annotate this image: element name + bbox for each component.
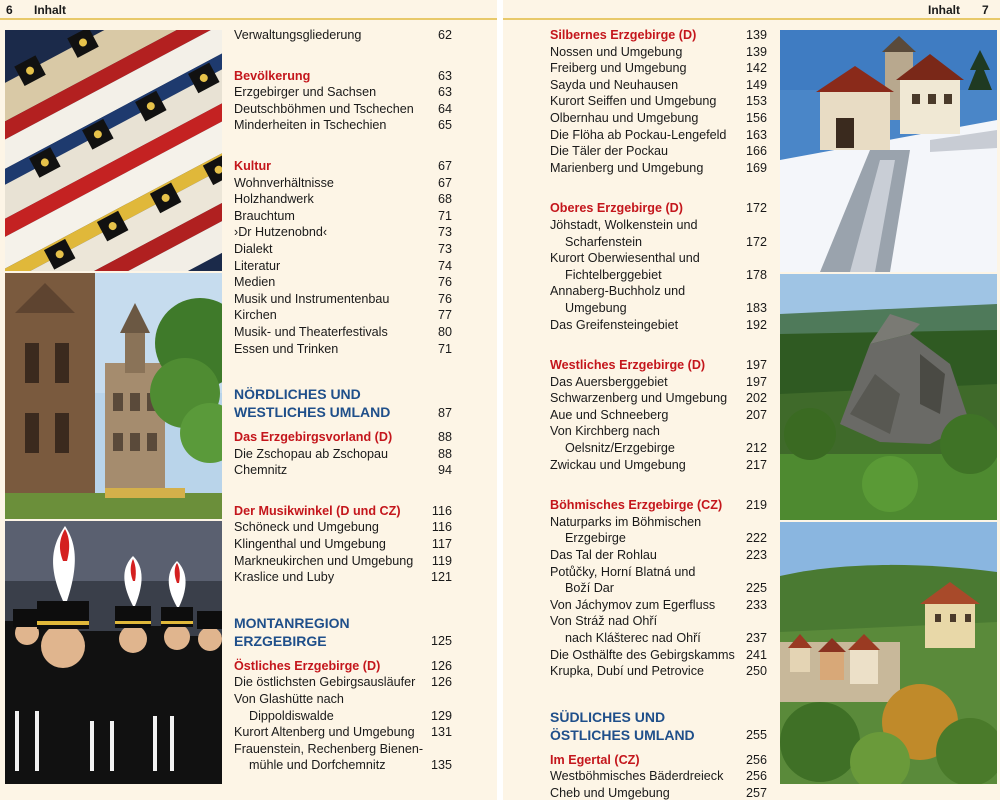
toc-entry[interactable]: Kurort Seiffen und Umgebung 153 (550, 94, 767, 109)
toc-entry[interactable]: Erzgebirge 222 (565, 531, 767, 546)
right-page (503, 0, 1000, 800)
toc-entry[interactable]: Das Auersberggebiet 197 (550, 374, 767, 389)
toc-entry[interactable]: Deutschböhmen und Tschechen 64 (234, 101, 452, 116)
toc-entry[interactable]: Olbernhau und Umgebung 156 (550, 110, 767, 125)
left-page (0, 0, 497, 800)
toc-entry[interactable]: Markneukirchen und Umgebung 119 (234, 553, 452, 568)
toc-entry[interactable]: Musik- und Theaterfestivals 80 (234, 324, 452, 339)
toc-entry[interactable]: Minderheiten in Tschechien 65 (234, 118, 452, 133)
toc-section-heading[interactable]: Das Erzgebirgsvorland (D) 88 (234, 430, 452, 445)
toc-entry[interactable]: Von Jáchymov zum Egerfluss 233 (550, 597, 767, 612)
running-title: Inhalt (34, 3, 66, 17)
toc-entry[interactable]: Das Tal der Rohlau 223 (550, 548, 767, 563)
toc-entry[interactable]: Boží Dar 225 (565, 581, 767, 596)
toc-left-column (234, 27, 452, 774)
toc-entry[interactable]: Die Zschopau ab Zschopau 88 (234, 446, 452, 461)
toc-entry[interactable]: mühle und Dorfchemnitz 135 (249, 758, 452, 773)
miners-parade-photo (5, 521, 222, 784)
toc-entry[interactable]: Die östlichsten Gebirgsausläufer 126 (234, 675, 452, 690)
church-photo (5, 273, 222, 519)
toc-entry[interactable]: Erzgebirger und Sachsen 63 (234, 85, 452, 100)
toc-entry[interactable]: Essen und Trinken 71 (234, 341, 452, 356)
toc-entry[interactable]: Das Greifensteingebiet 192 (550, 317, 767, 332)
toc-entry[interactable]: Die Osthälfte des Gebirgskamms 241 (550, 647, 767, 662)
toc-entry[interactable]: Von Glashütte nach (234, 692, 344, 707)
toc-entry[interactable]: Die Flöha ab Pockau-Lengefeld 163 (550, 127, 767, 142)
toc-entry[interactable]: ›Dr Hutzenobnd‹ 73 (234, 225, 452, 240)
toc-region-heading[interactable]: SÜDLICHES UND ÖSTLICHES UMLAND 255 (550, 708, 767, 743)
winter-castle-photo (780, 30, 997, 272)
toc-entry[interactable]: Aue und Schneeberg 207 (550, 407, 767, 422)
left-header (0, 0, 497, 20)
toc-entry[interactable]: Schöneck und Umgebung 116 (234, 520, 452, 535)
toc-entry[interactable]: Scharfenstein 172 (565, 234, 767, 249)
toc-entry[interactable]: Zwickau und Umgebung 217 (550, 457, 767, 472)
toc-entry[interactable]: Sayda und Neuhausen 149 (550, 77, 767, 92)
toc-entry[interactable]: Annaberg-Buchholz und (550, 284, 686, 299)
town-valley-photo (780, 522, 997, 784)
page-number: 7 (982, 3, 989, 17)
toc-entry[interactable]: Die Täler der Pockau 166 (550, 144, 767, 159)
toc-entry[interactable]: Nossen und Umgebung 139 (550, 44, 767, 59)
toc-entry[interactable]: Holzhandwerk 68 (234, 192, 452, 207)
toc-section-heading[interactable]: Böhmisches Erzgebirge (CZ) 219 (550, 498, 767, 513)
toc-entry[interactable]: Marienberg und Umgebung 169 (550, 160, 767, 175)
toc-entry[interactable]: Kirchen 77 (234, 308, 452, 323)
toc-section-heading[interactable]: Im Egertal (CZ) 256 (550, 752, 767, 767)
toc-section-heading[interactable]: Westliches Erzgebirge (D) 197 (550, 358, 767, 373)
right-header (503, 0, 1000, 20)
forest-rocks-photo (780, 274, 997, 520)
toc-right-column (550, 27, 767, 800)
toc-entry[interactable]: Kurort Oberwiesenthal und (550, 251, 700, 266)
toc-entry[interactable]: Musik und Instrumentenbau 76 (234, 291, 452, 306)
toc-section-heading[interactable]: Der Musikwinkel (D und CZ) 116 (234, 503, 452, 518)
toc-entry[interactable]: Von Kirchberg nach (550, 424, 660, 439)
toc-entry[interactable]: Brauchtum 71 (234, 208, 452, 223)
toc-entry[interactable]: Kurort Altenberg und Umgebung 131 (234, 725, 452, 740)
toc-entry[interactable]: Kraslice und Luby 121 (234, 570, 452, 585)
toc-entry[interactable]: Jöhstadt, Wolkenstein und (550, 217, 698, 232)
toc-entry[interactable]: Dialekt 73 (234, 241, 452, 256)
toc-entry[interactable]: Verwaltungsgliederung 62 (234, 28, 452, 42)
toc-entry[interactable]: Klingenthal und Umgebung 117 (234, 537, 452, 552)
toc-entry[interactable]: Naturparks im Böhmischen (550, 514, 702, 529)
toc-entry[interactable]: Chemnitz 94 (234, 463, 452, 478)
running-title: Inhalt (928, 3, 960, 17)
page-number: 6 (6, 3, 13, 17)
toc-section-heading[interactable]: Kultur 67 (234, 158, 452, 173)
toc-entry[interactable]: Frauenstein, Rechenberg Bienen- (234, 741, 424, 756)
toc-section-heading[interactable]: Silbernes Erzgebirge (D) 139 (550, 28, 767, 42)
toc-entry[interactable]: Dippoldiswalde 129 (249, 708, 452, 723)
toc-entry[interactable]: Umgebung 183 (565, 300, 767, 315)
toc-entry[interactable]: Medien 76 (234, 275, 452, 290)
toc-entry[interactable]: Wohnverhältnisse 67 (234, 175, 452, 190)
toc-entry[interactable]: Westböhmisches Bäderdreieck 256 (550, 769, 767, 784)
toc-entry[interactable]: nach Klášterec nad Ohří 237 (565, 631, 767, 645)
toc-section-heading[interactable]: Östliches Erzgebirge (D) 126 (234, 658, 452, 673)
toc-entry[interactable]: Oelsnitz/Erzgebirge 212 (565, 441, 767, 456)
toc-entry[interactable]: Schwarzenberg und Umgebung 202 (550, 391, 767, 406)
toc-entry[interactable]: Cheb und Umgebung 257 (550, 785, 767, 800)
toc-region-heading[interactable]: MONTANREGION ERZGEBIRGE 125 (234, 614, 452, 649)
toc-entry[interactable]: Fichtelberggebiet 178 (565, 267, 767, 282)
toc-entry[interactable]: Potůčky, Horní Blatná und (550, 564, 696, 579)
toc-entry[interactable]: Von Stráž nad Ohří (550, 614, 658, 629)
toc-entry[interactable]: Literatur 74 (234, 258, 452, 273)
toc-entry[interactable]: Krupka, Dubí und Petrovice 250 (550, 664, 767, 679)
toc-section-heading[interactable]: Oberes Erzgebirge (D) 172 (550, 201, 767, 216)
toc-entry[interactable]: Freiberg und Umgebung 142 (550, 61, 767, 76)
nutcracker-photo (5, 30, 222, 271)
toc-region-heading[interactable]: NÖRDLICHES UND WESTLICHES UMLAND 87 (234, 386, 452, 421)
toc-section-heading[interactable]: Bevölkerung 63 (234, 68, 452, 83)
